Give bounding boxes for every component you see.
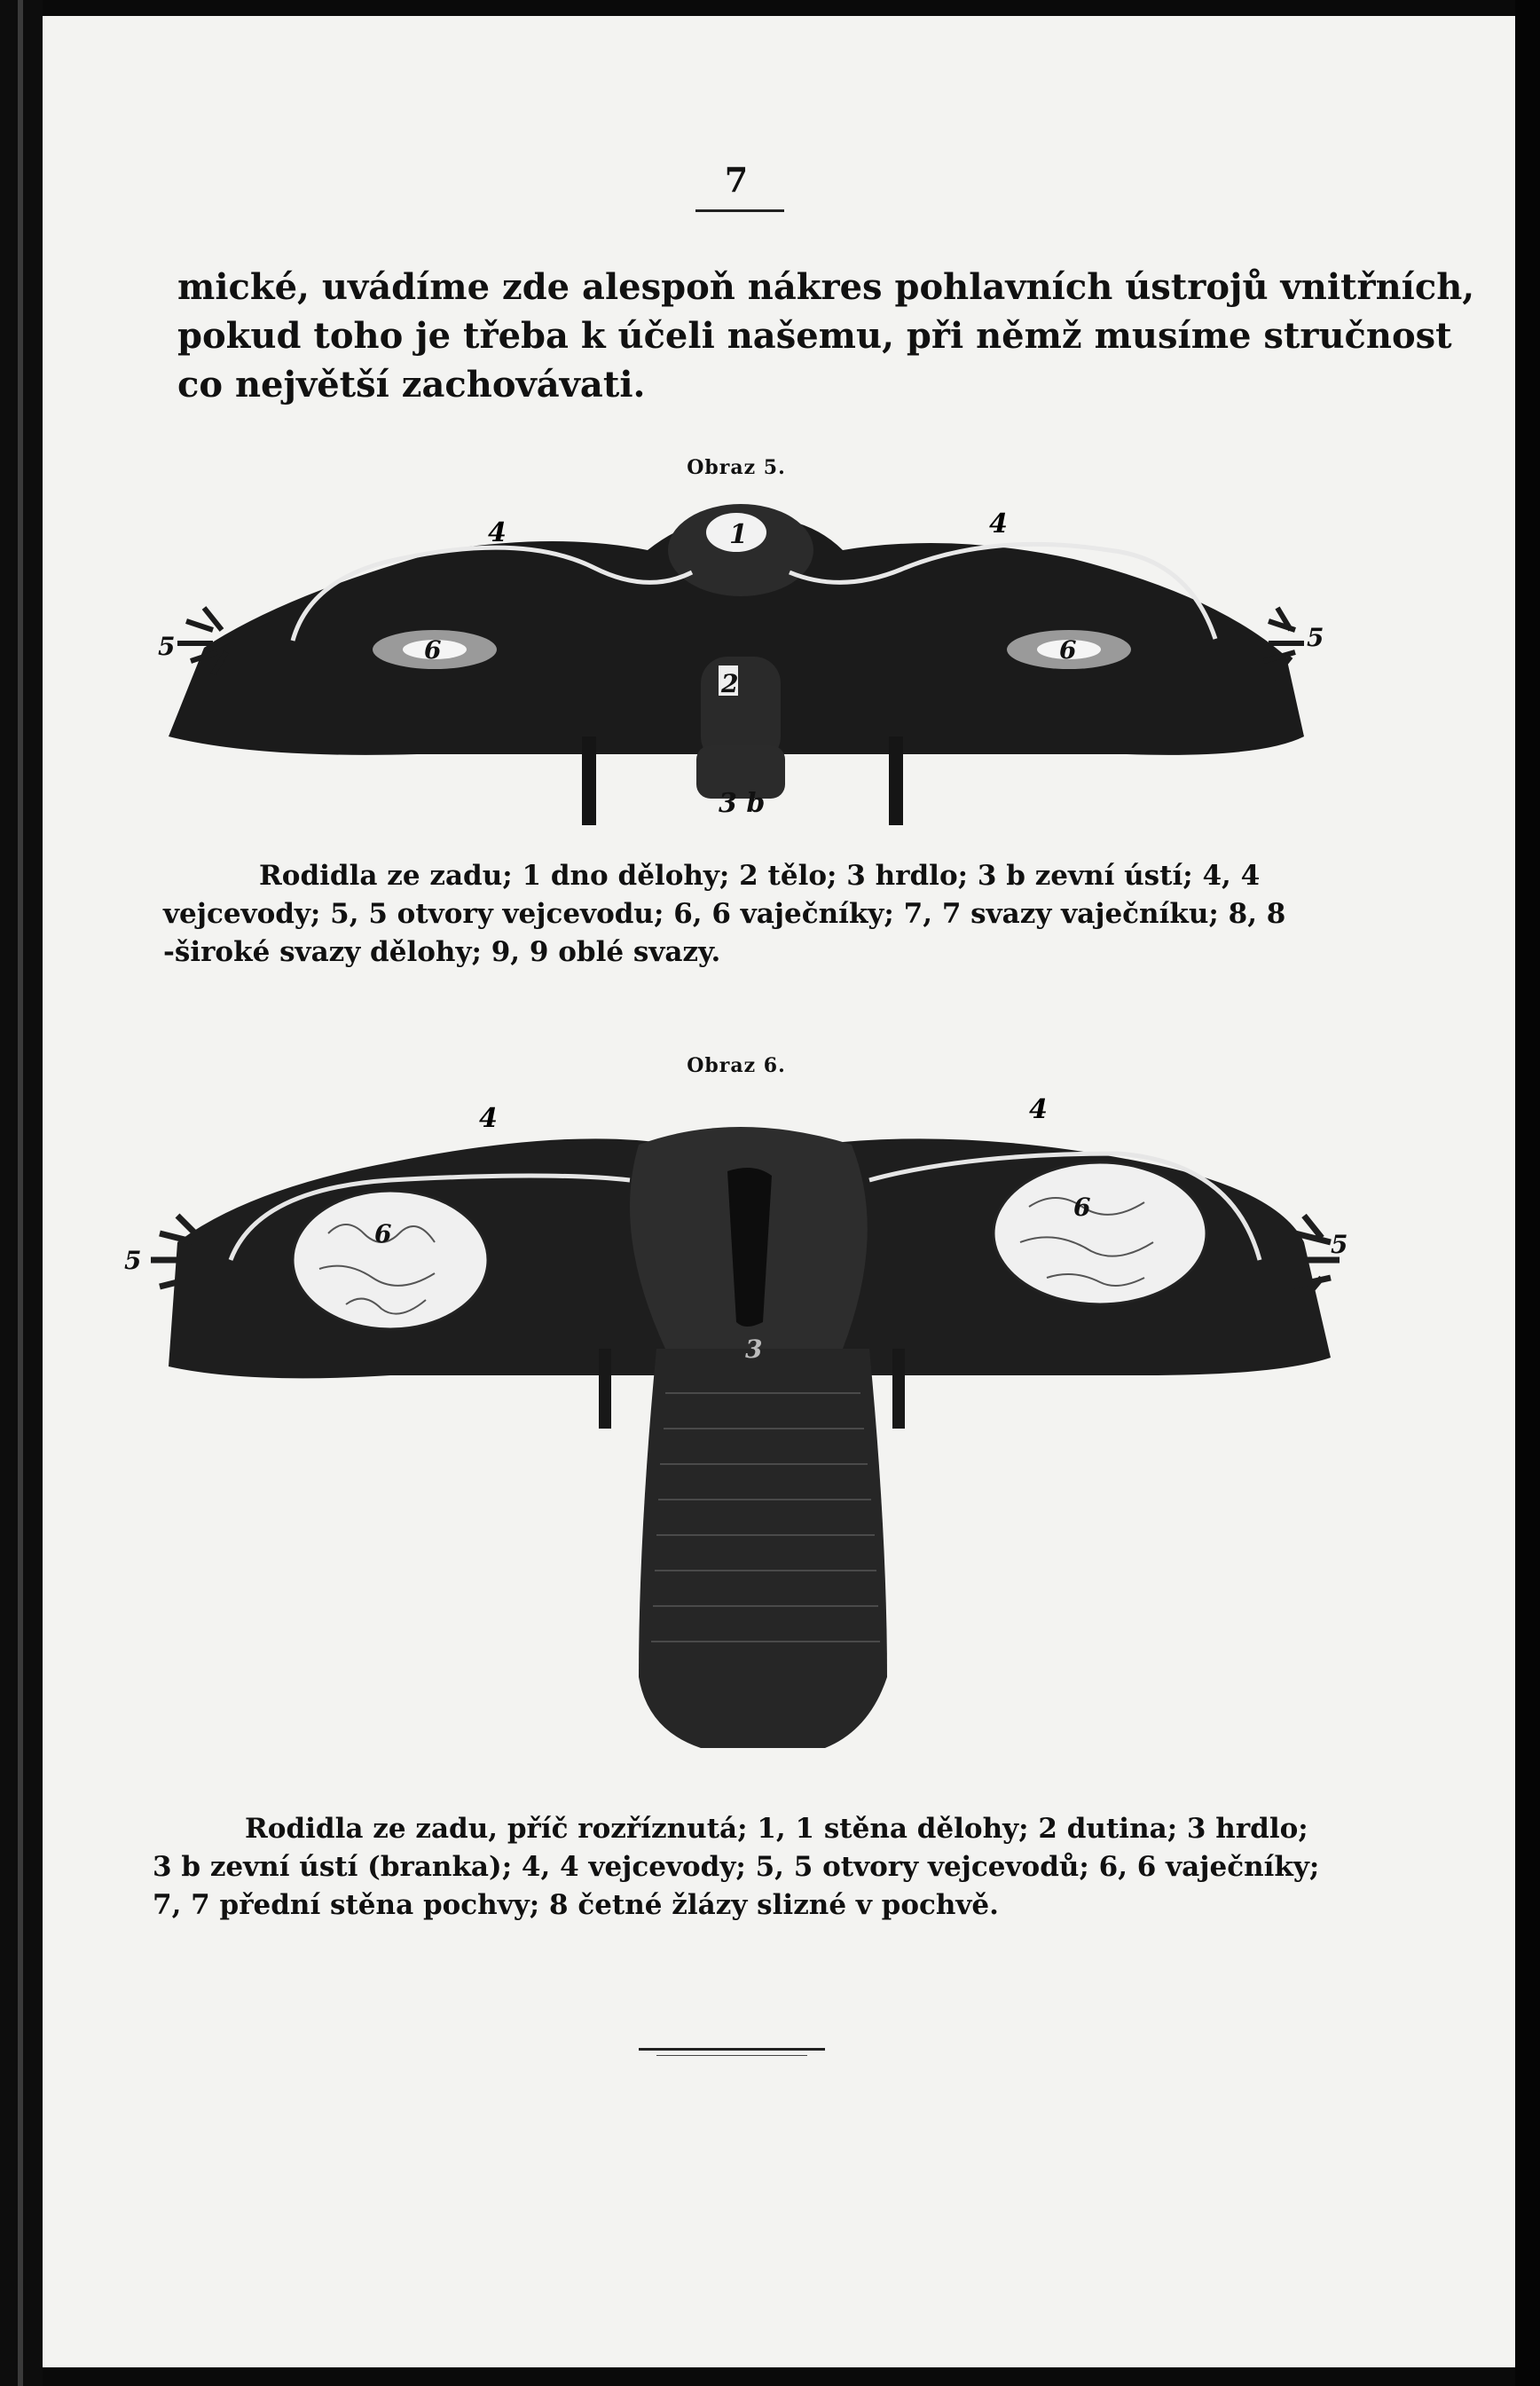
figure5-label-5-left: 5 (158, 632, 176, 661)
figure5-label-4-right: 4 (989, 508, 1008, 539)
figure6-title: Obraz 6. (687, 1054, 786, 1077)
figure6-label-3: 3 (745, 1335, 763, 1364)
figure6-caption (245, 1810, 1308, 1848)
scan-left-edge (0, 0, 43, 2386)
caption-line: 7, 7 přední stěna pochvy; 8 četné žlázy slizné v pochvě. (153, 1889, 999, 1921)
figure5-label-5-right: 5 (1307, 623, 1324, 652)
figure5-label-6-left: 6 (424, 635, 442, 665)
figure6-label-4-right: 4 (1029, 1094, 1048, 1125)
figure5-label-2: 2 (721, 669, 739, 698)
figure5-illustration (151, 497, 1331, 843)
intro-paragraph (177, 263, 1475, 409)
end-rule (639, 2048, 825, 2051)
figure6-label-4-left: 4 (479, 1103, 498, 1134)
figure5-label-6-right: 6 (1059, 635, 1077, 665)
scan-right-edge (1515, 0, 1540, 2386)
figure5-caption-cont (163, 895, 1285, 972)
caption-line: Rodidla ze zadu, příč rozříznutá; 1, 1 stěna dělohy; 2 dutina; 3 hrdlo; (245, 1813, 1308, 1845)
caption-line: 3 b zevní ústí (branka); 4, 4 vejcevody; 5, 5 otvory vejcevodů; 6, 6 vaječníky; (153, 1851, 1320, 1883)
intro-line: pokud toho je třeba k účeli našemu, při němž musíme stručnost (177, 315, 1452, 357)
figure5-label-4-left: 4 (488, 517, 507, 548)
figure6-illustration (124, 1091, 1366, 1766)
page-number-rule (695, 209, 784, 212)
figure6-caption-cont (153, 1848, 1319, 1925)
page-number: 7 (724, 160, 749, 200)
figure5-title: Obraz 5. (687, 456, 786, 479)
figure5-caption (259, 857, 1260, 895)
figure6-label-5-right: 5 (1331, 1230, 1348, 1259)
figure5-label-3b: 3 b (719, 788, 766, 819)
figure6-label-5-left: 5 (124, 1246, 142, 1275)
caption-line: Rodidla ze zadu; 1 dno dělohy; 2 tělo; 3 hrdlo; 3 b zevní ústí; 4, 4 (259, 860, 1261, 892)
figure5-label-1: 1 (729, 519, 748, 550)
caption-line: vejcevody; 5, 5 otvory vejcevodu; 6, 6 vaječníky; 7, 7 svazy vaječníku; 8, 8 (163, 898, 1286, 930)
scan-edge-line (18, 0, 23, 2386)
figure6-label-6-left: 6 (374, 1219, 392, 1248)
caption-line: -široké svazy dělohy; 9, 9 oblé svazy. (163, 936, 721, 968)
intro-line: mické, uvádíme zde alespoň nákres pohlavních ústrojů vnitřních, (177, 266, 1475, 308)
end-rule-thin (656, 2055, 807, 2056)
figure6-label-6-right: 6 (1073, 1193, 1091, 1222)
intro-line: co největší zachovávati. (177, 364, 646, 406)
